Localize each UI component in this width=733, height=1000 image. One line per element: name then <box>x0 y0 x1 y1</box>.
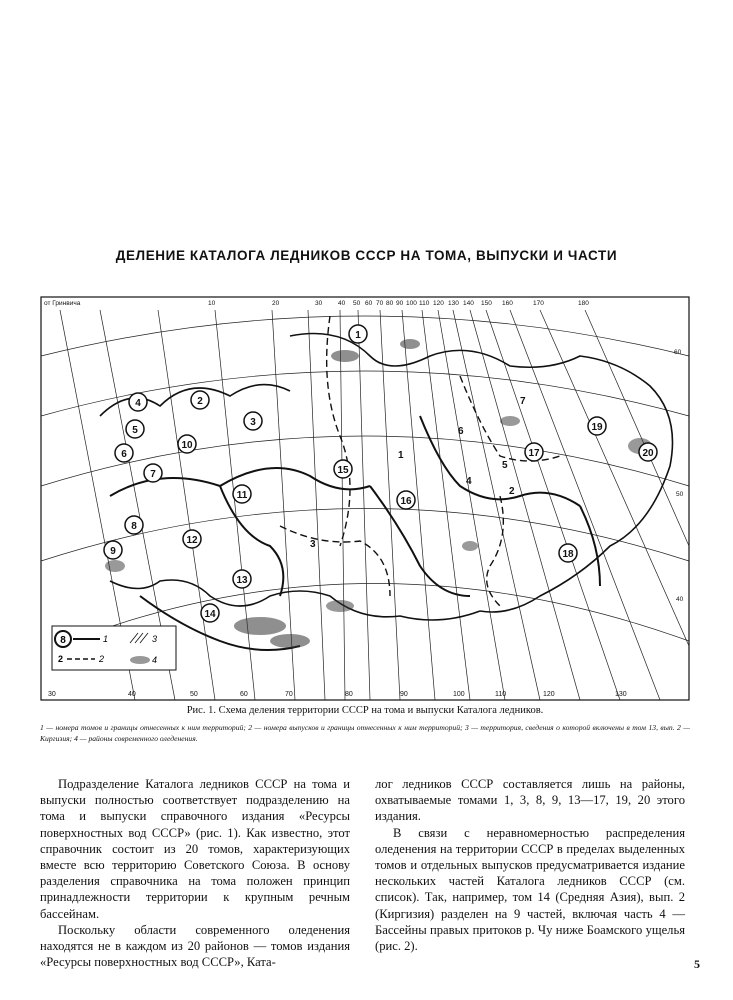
svg-text:9: 9 <box>110 546 116 557</box>
legend-item-3: 3 <box>152 634 158 644</box>
label-top-10: 10 <box>208 300 216 307</box>
page-heading: ДЕЛЕНИЕ КАТАЛОГА ЛЕДНИКОВ СССР НА ТОМА, ВЫПУСКИ И ЧАСТИ <box>115 248 618 263</box>
label-bottom-120: 120 <box>543 691 555 698</box>
svg-text:19: 19 <box>591 422 603 433</box>
issue-number: 7 <box>520 396 526 407</box>
paragraph: В связи с неравномерностью распределения оледенения на территории СССР в пределах выделенных томов и отдельных выпусков предусматривается издание нескольких частей Каталога ледников СССР (см. список). Так, например, том 14 (Средняя Азия), вып. 2 (Киргизия) разделен на 9 частей, включая часть 4 — Бассейны правых притоков р. Чу ниже Боамского ущелья (рис. 2). <box>375 825 685 954</box>
issue-number: 1 <box>398 450 404 461</box>
ussr-catalog-map <box>40 296 690 701</box>
paragraph: Поскольку области современного оледенения находятся не в каждом из 20 районов — томов издания «Ресурсы поверхностных вод СССР», Ката- <box>40 922 350 970</box>
label-top-90: 90 <box>396 300 404 307</box>
label-top-170: 170 <box>533 300 544 307</box>
volume-marker <box>397 491 415 509</box>
label-top-150: 150 <box>481 300 492 307</box>
svg-text:1: 1 <box>355 330 361 341</box>
svg-text:18: 18 <box>562 549 574 560</box>
label-top-120: 120 <box>433 300 444 307</box>
svg-text:3: 3 <box>250 417 256 428</box>
volume-marker <box>233 485 251 503</box>
volume-marker <box>639 443 657 461</box>
volume-marker <box>129 393 147 411</box>
label-top-30: 30 <box>315 300 323 307</box>
label-bottom-30: 30 <box>48 691 56 698</box>
label-top-140: 140 <box>463 300 474 307</box>
label-bottom-100: 100 <box>453 691 465 698</box>
paragraph: Подразделение Каталога ледников СССР на тома и выпуски полностью соответствует подразделению на тома и выпуски справочного издания «Ресурсы поверхностных вод СССР» (рис. 1). Как известно, этот справочник состоит из 20 томов, характеризующих вместе всю территорию Советского Союза. В основу разделения справочника на тома положен принцип принадлежности территории к крупным речным бассейнам. <box>40 777 350 921</box>
label-top-80: 80 <box>386 300 394 307</box>
issue-number: 5 <box>502 460 508 471</box>
label-side-60: 60 <box>674 349 682 356</box>
volume-marker <box>125 516 143 534</box>
svg-text:11: 11 <box>236 490 248 501</box>
label-top-160: 160 <box>502 300 513 307</box>
legend-item-4: 4 <box>152 655 158 665</box>
svg-text:15: 15 <box>337 465 349 476</box>
label-bottom-80: 80 <box>345 691 353 698</box>
volume-marker <box>201 604 219 622</box>
legend-item-2: 2 <box>99 654 105 664</box>
body-column-left <box>40 776 350 970</box>
svg-text:20: 20 <box>642 448 654 459</box>
label-greenwich: от Гринвича <box>44 300 81 307</box>
label-top-60: 60 <box>365 300 373 307</box>
label-top-100: 100 <box>406 300 417 307</box>
volume-marker <box>115 444 133 462</box>
svg-text:13: 13 <box>236 575 248 586</box>
issue-number: 4 <box>466 476 472 487</box>
label-bottom-40: 40 <box>128 691 136 698</box>
label-bottom-110: 110 <box>495 691 507 698</box>
legend-issue-sample: 2 <box>58 654 64 664</box>
figure-caption: Рис. 1. Схема деления территории СССР на тома и выпуски Каталога ледников. <box>186 705 544 716</box>
label-bottom-50: 50 <box>190 691 198 698</box>
volume-marker <box>559 544 577 562</box>
label-side-40: 40 <box>676 596 684 603</box>
svg-text:2: 2 <box>197 396 203 407</box>
svg-text:5: 5 <box>132 425 138 436</box>
issue-number: 3 <box>310 539 316 550</box>
volume-marker <box>183 530 201 548</box>
label-top-70: 70 <box>376 300 384 307</box>
legend-volume-sample: 8 <box>60 635 66 646</box>
svg-text:6: 6 <box>121 449 127 460</box>
figure-legend-text: 1 — номера томов и границы отнесенных к ним территорий; 2 — номера выпусков и границы отнесенных к ним территорий; 3 — территория, сведения о которой включены в том 13, вып. 2 — Киргизия; 4 — районы современного оледенения. <box>40 723 690 743</box>
issue-number: 6 <box>458 426 464 437</box>
svg-text:8: 8 <box>131 521 137 532</box>
svg-text:17: 17 <box>528 448 540 459</box>
volume-marker <box>233 570 251 588</box>
volume-marker <box>104 541 122 559</box>
volume-marker <box>244 412 262 430</box>
label-top-50: 50 <box>353 300 361 307</box>
label-bottom-70: 70 <box>285 691 293 698</box>
label-top-130: 130 <box>448 300 459 307</box>
volume-marker <box>178 435 196 453</box>
map-legend <box>52 626 176 670</box>
label-bottom-60: 60 <box>240 691 248 698</box>
svg-text:7: 7 <box>150 469 156 480</box>
svg-text:14: 14 <box>204 609 216 620</box>
legend-item-1: 1 <box>103 634 109 644</box>
volume-marker <box>144 464 162 482</box>
volume-marker <box>349 325 367 343</box>
label-top-110: 110 <box>419 300 430 307</box>
label-bottom-90: 90 <box>400 691 408 698</box>
page-number: 5 <box>694 957 700 971</box>
svg-text:16: 16 <box>400 496 412 507</box>
volume-marker <box>126 420 144 438</box>
svg-text:4: 4 <box>135 398 141 409</box>
issue-number: 2 <box>509 486 515 497</box>
volume-marker <box>525 443 543 461</box>
label-top-20: 20 <box>272 300 280 307</box>
paragraph: лог ледников СССР составляется лишь на районы, охватываемые томами 1, 3, 8, 9, 13—17, 19, 20 этого издания. <box>375 777 685 824</box>
volume-marker <box>588 417 606 435</box>
svg-text:10: 10 <box>181 440 193 451</box>
volume-marker <box>334 460 352 478</box>
svg-text:12: 12 <box>186 535 198 546</box>
label-bottom-130: 130 <box>615 691 627 698</box>
volume-marker <box>191 391 209 409</box>
label-top-180: 180 <box>578 300 589 307</box>
label-side-50: 50 <box>676 491 684 498</box>
body-column-right <box>375 776 685 954</box>
label-top-40: 40 <box>338 300 346 307</box>
